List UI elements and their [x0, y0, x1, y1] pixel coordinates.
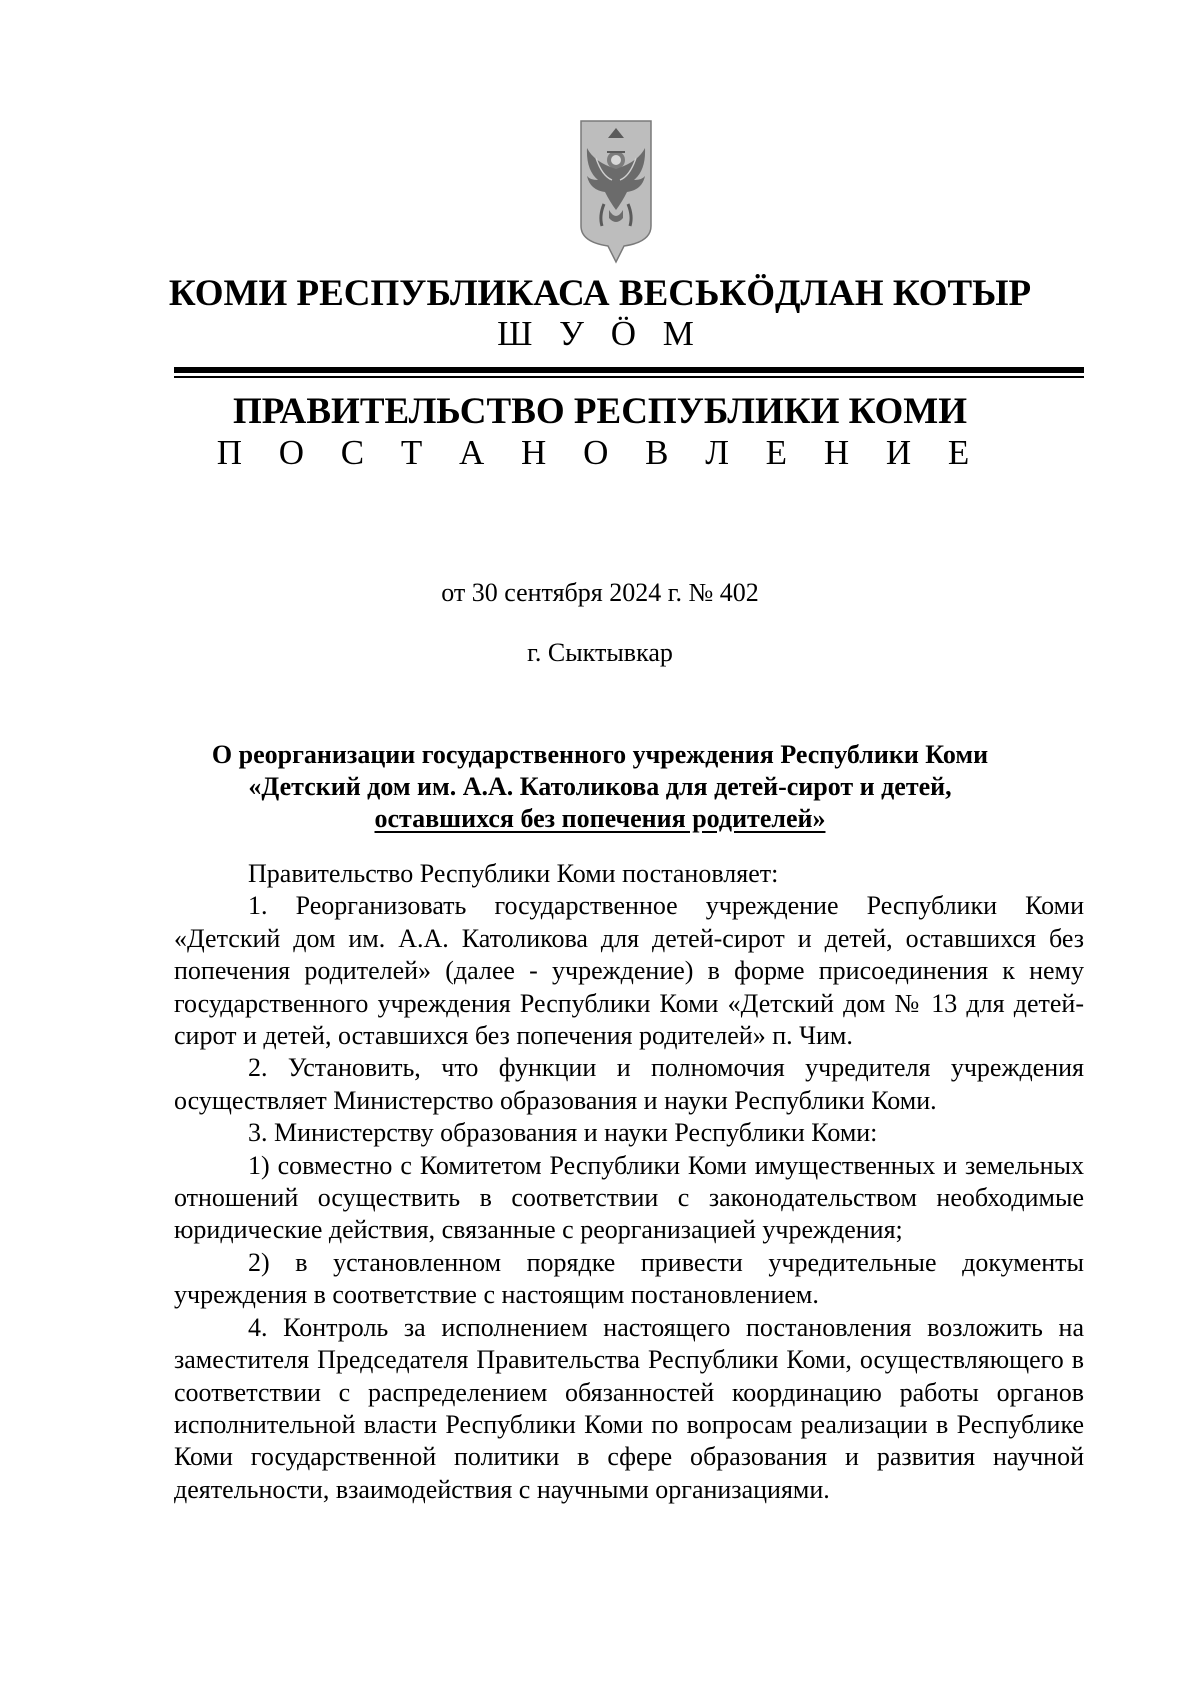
- document-city: г. Сыктывкар: [527, 638, 673, 667]
- komi-document-type: Ш У Ӧ М: [497, 314, 703, 353]
- document-body: [174, 858, 1084, 1506]
- header-double-rule-bottom: [174, 376, 1084, 378]
- coat-of-arms-emblem: [578, 118, 654, 264]
- document-title-line-3-text: оставшихся без попечения родителей»: [374, 804, 826, 833]
- russian-government-title: ПРАВИТЕЛЬСТВО РЕСПУБЛИКИ КОМИ: [233, 391, 967, 432]
- body-paragraph-4: 4. Контроль за исполнением настоящего постановления возложить на заместителя Председателя Правительства Республики Коми, осуществляющего в соответствии с распределением обязанностей координацию работы органов исполнительной власти Республики Коми по вопросам реализации в Республике Коми государственной политики в сфере образования и развития научной деятельности, взаимодействия с научными организациями.: [174, 1312, 1084, 1504]
- russian-document-type: П О С Т А Н О В Л Е Н И Е: [216, 433, 984, 472]
- body-paragraph-3: 3. Министерству образования и науки Республики Коми:: [248, 1118, 878, 1148]
- document-title-line-3: [0, 804, 1200, 834]
- komi-government-title: КОМИ РЕСПУБЛИКАСА ВЕСЬКӦДЛАН КОТЫР: [168, 273, 1032, 314]
- body-paragraph-3-1: 1) совместно с Комитетом Республики Коми имущественных и земельных отношений осуществить в соответствии с законодательством необходимые юридические действия, связанные с реорганизацией учреждения;: [174, 1150, 1084, 1245]
- document-title-line-1: О реорганизации государственного учреждения Республики Коми: [211, 740, 989, 769]
- document-date-number: от 30 сентября 2024 г. № 402: [441, 578, 759, 607]
- document-title-line-2: «Детский дом им. А.А. Католикова для детей-сирот и детей,: [248, 772, 952, 801]
- body-intro: Правительство Республики Коми постановляет:: [248, 859, 779, 888]
- body-paragraph-3-2: 2) в установленном порядке привести учредительные документы учреждения в соответствие с настоящим постановлением.: [174, 1247, 1084, 1310]
- body-paragraph-1: 1. Реорганизовать государственное учреждение Республики Коми «Детский дом им. А.А. Католикова для детей-сирот и детей, оставшихся без попечения родителей» (далее - учреждение) в форме присоединения к нему государственного учреждения Республики Коми «Детский дом № 13 для детей-сирот и детей, оставшихся без попечения родителей» п. Чим.: [174, 891, 1084, 1051]
- body-paragraph-2: 2. Установить, что функции и полномочия учредителя учреждения осуществляет Министерство образования и науки Республики Коми.: [174, 1053, 1084, 1115]
- header-double-rule-top: [174, 367, 1084, 373]
